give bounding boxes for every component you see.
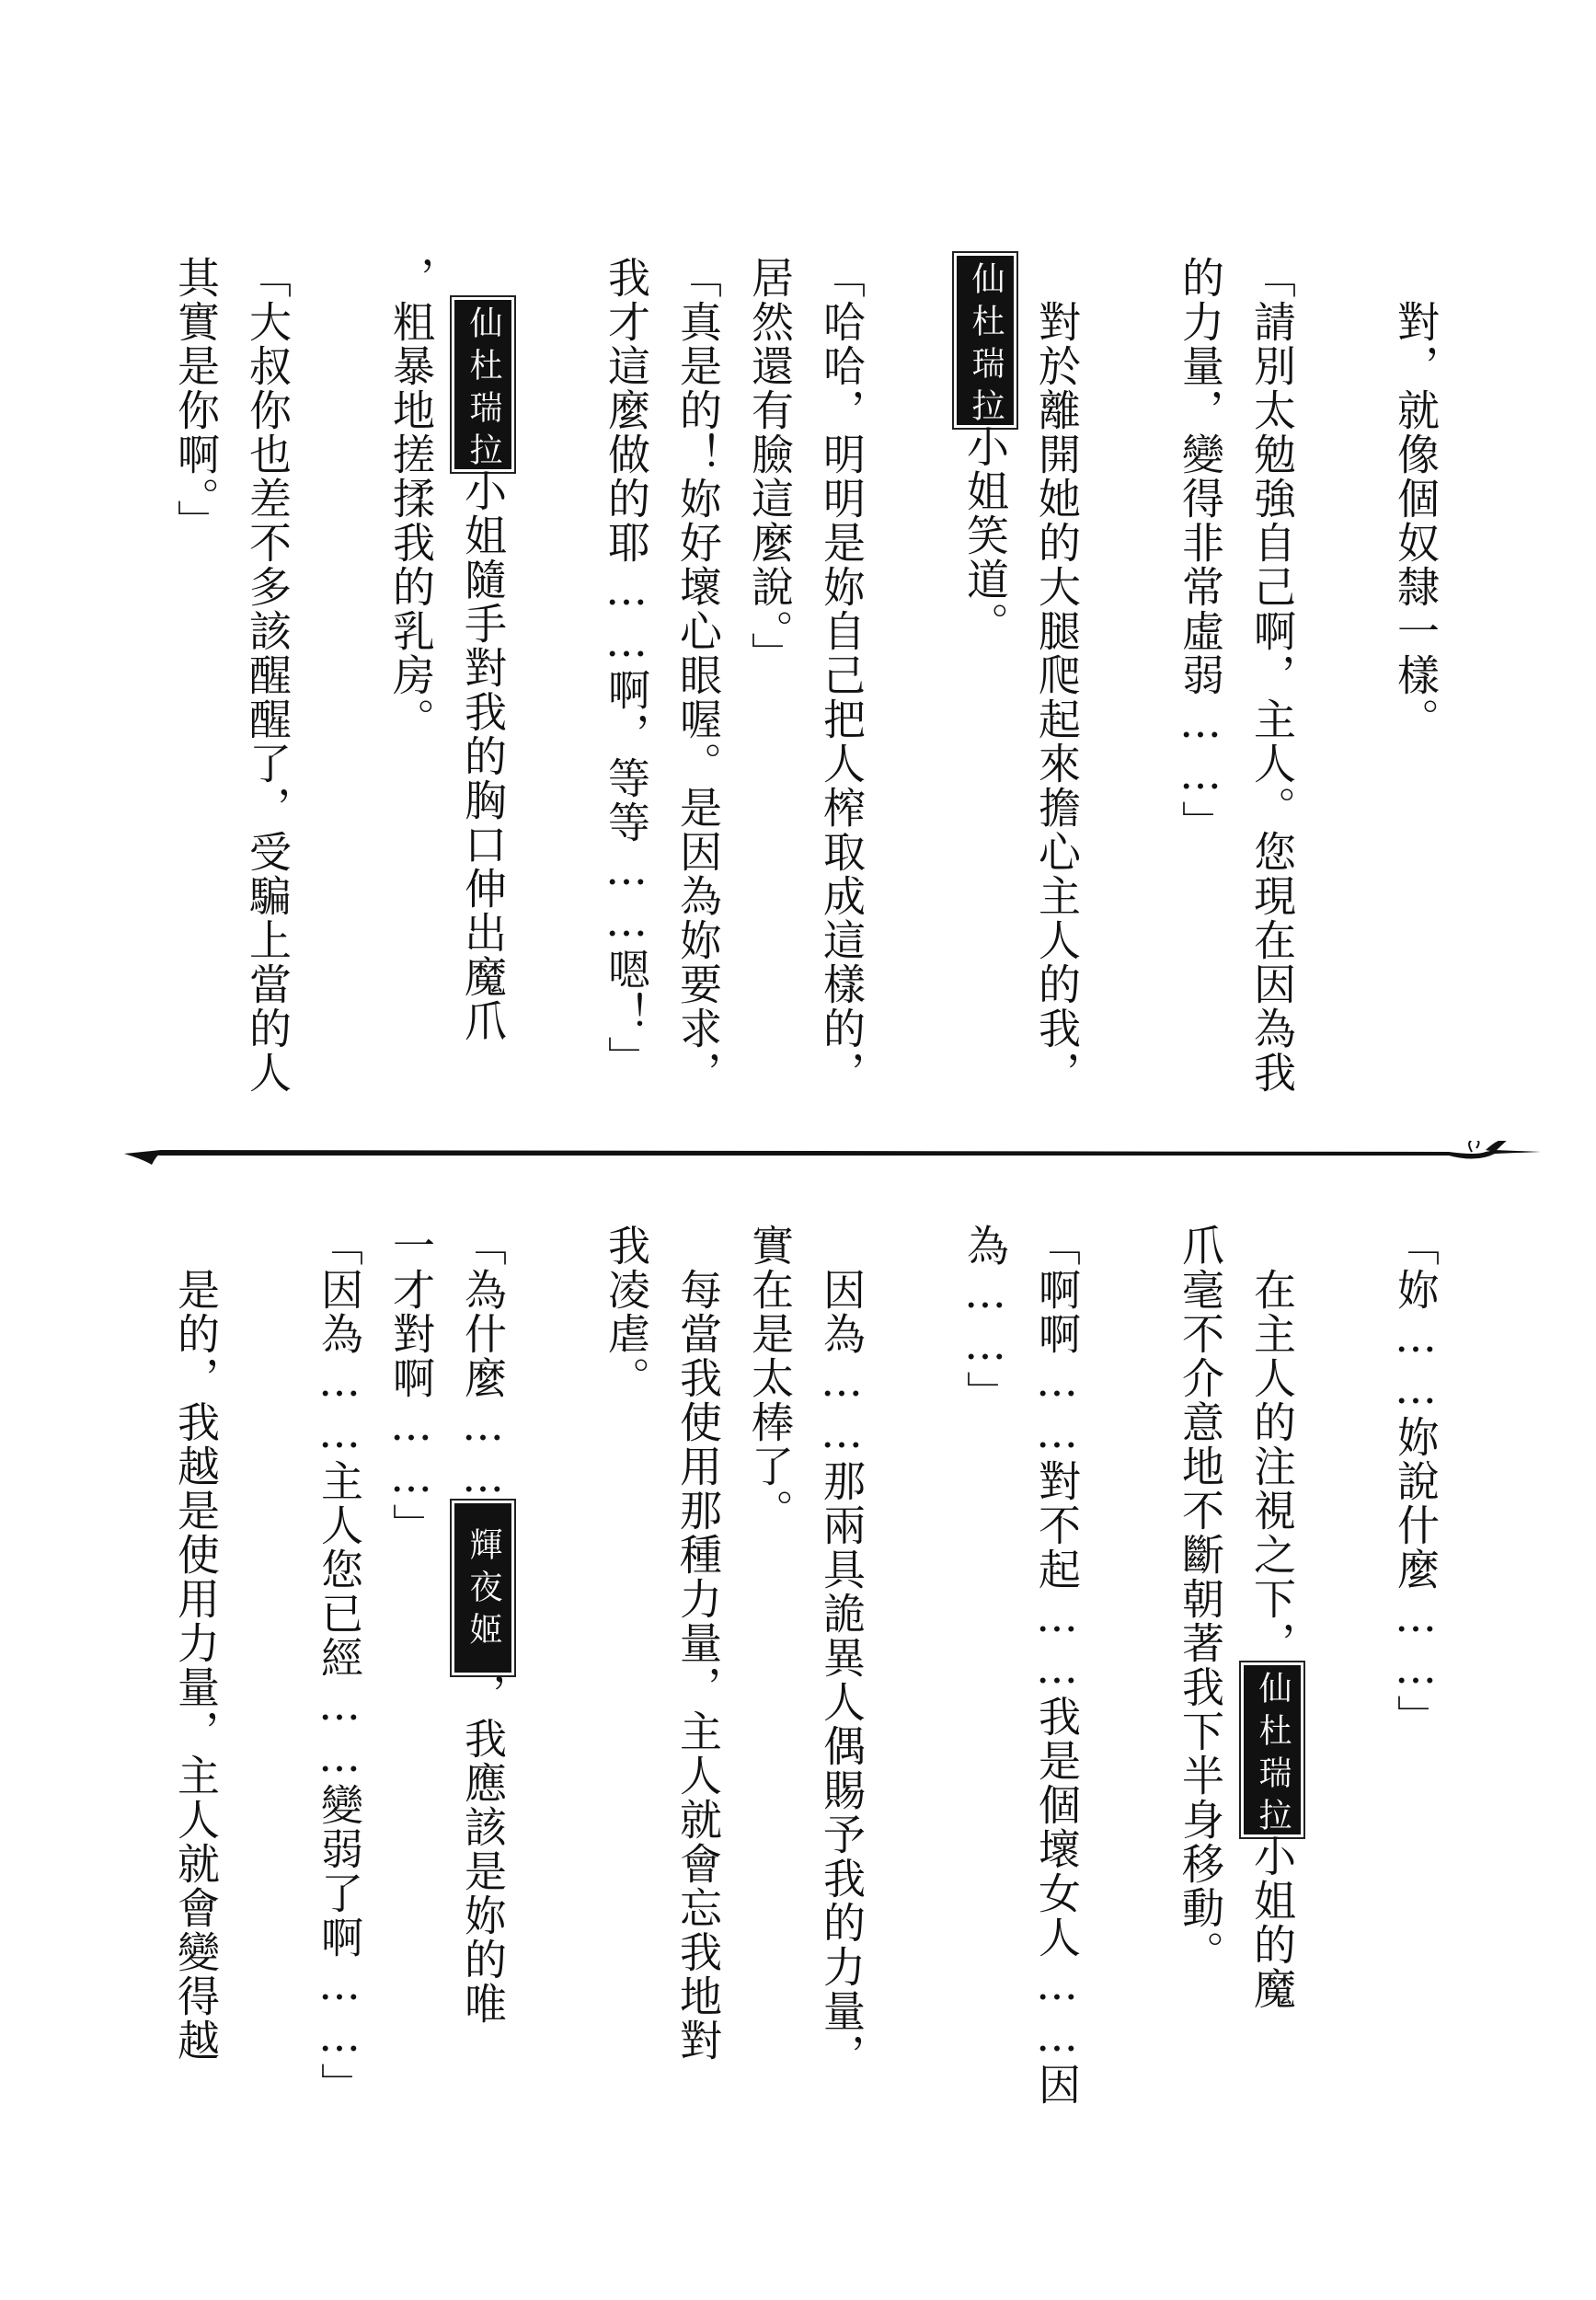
text-column — [385, 1224, 437, 1547]
text-segment: 是的，我越是使用力量，主人就會變得越 — [171, 1224, 221, 2063]
text-column — [170, 1224, 222, 2063]
text-column — [1031, 256, 1083, 1095]
text-segment: 小姐隨手對我的胸口伸出魔爪 — [458, 469, 508, 1043]
text-segment: 爪毫不介意地不斷朝著我下半身移動。 — [1176, 1224, 1225, 1974]
text-segment: 「妳……妳說什麼……」 — [1391, 1224, 1441, 1739]
text-segment: 對於離開她的大腿爬起來擔心主人的我， — [1032, 256, 1082, 1095]
text-segment: 的力量，變得非常虛弱……」 — [1176, 256, 1225, 845]
text-segment: 小姐笑道。 — [960, 425, 1010, 646]
text-column — [314, 1224, 365, 2107]
text-column — [672, 256, 724, 1095]
text-segment: 「請別太勉強自己啊，主人。您現在因為我 — [1247, 256, 1297, 1095]
text-column — [457, 1224, 509, 2026]
text-segment: 實在是太棒了。 — [745, 1224, 795, 1533]
text-column — [959, 1224, 1011, 1415]
text-column — [1390, 1224, 1441, 1739]
text-segment: 「啊啊……對不起……我是個壞女人……因 — [1032, 1224, 1082, 2107]
text-segment: 其實是你啊。」 — [171, 256, 221, 544]
text-column — [672, 1224, 724, 2063]
text-segment: 「為什麼…… — [458, 1224, 508, 1503]
text-segment: 我才這麼做的耶……啊，等等……嗯！」 — [602, 256, 651, 1080]
text-segment: 對，就像個奴隸一樣。 — [1391, 256, 1441, 742]
text-column — [816, 256, 867, 1095]
text-column — [1175, 256, 1226, 845]
text-column — [1246, 256, 1298, 1095]
text-segment: 為……」 — [960, 1224, 1010, 1415]
character-name-tag: 仙杜瑞拉 — [957, 256, 1014, 425]
text-column — [816, 1224, 867, 2077]
text-column — [1246, 1224, 1298, 2011]
text-segment: 「因為……主人您已經……變弱了啊……」 — [315, 1224, 364, 2107]
ornamental-divider — [124, 1141, 1541, 1178]
character-name-tag: 輝夜姬 — [454, 1503, 511, 1673]
text-segment: 一才對啊……」 — [386, 1224, 436, 1547]
text-column — [601, 1224, 652, 1400]
text-column — [744, 256, 796, 676]
text-column — [1031, 1224, 1083, 2107]
character-name-tag: 仙杜瑞拉 — [1244, 1665, 1301, 1834]
text-column — [457, 256, 509, 1043]
text-segment: 在主人的注視之下， — [1247, 1224, 1297, 1665]
text-segment: 每當我使用那種力量，主人就會忘我地對 — [673, 1224, 723, 2063]
text-column — [744, 1224, 796, 1533]
text-column — [385, 256, 437, 742]
text-column — [601, 256, 652, 1080]
text-segment: ，我應該是妳的唯 — [458, 1673, 508, 2026]
text-column — [1390, 256, 1441, 742]
text-segment — [458, 256, 508, 300]
text-segment: 「真是的！妳好壞心眼喔。是因為妳要求， — [673, 256, 723, 1095]
text-segment: 我凌虐。 — [602, 1224, 651, 1400]
text-column — [242, 256, 293, 1095]
text-column — [1175, 1224, 1226, 1974]
text-segment: 居然還有臉這麼說。」 — [745, 256, 795, 676]
text-segment: 「大叔你也差不多該醒醒了，受騙上當的人 — [243, 256, 293, 1095]
text-segment: 「哈哈，明明是妳自己把人榨取成這樣的， — [817, 256, 867, 1095]
text-segment: ，粗暴地搓揉我的乳房。 — [386, 256, 436, 742]
text-segment: 小姐的魔 — [1247, 1834, 1297, 2011]
text-column — [959, 256, 1011, 646]
text-segment: 因為……那兩具詭異人偶賜予我的力量， — [817, 1224, 867, 2077]
character-name-tag: 仙杜瑞拉 — [454, 300, 511, 469]
text-column — [170, 256, 222, 544]
